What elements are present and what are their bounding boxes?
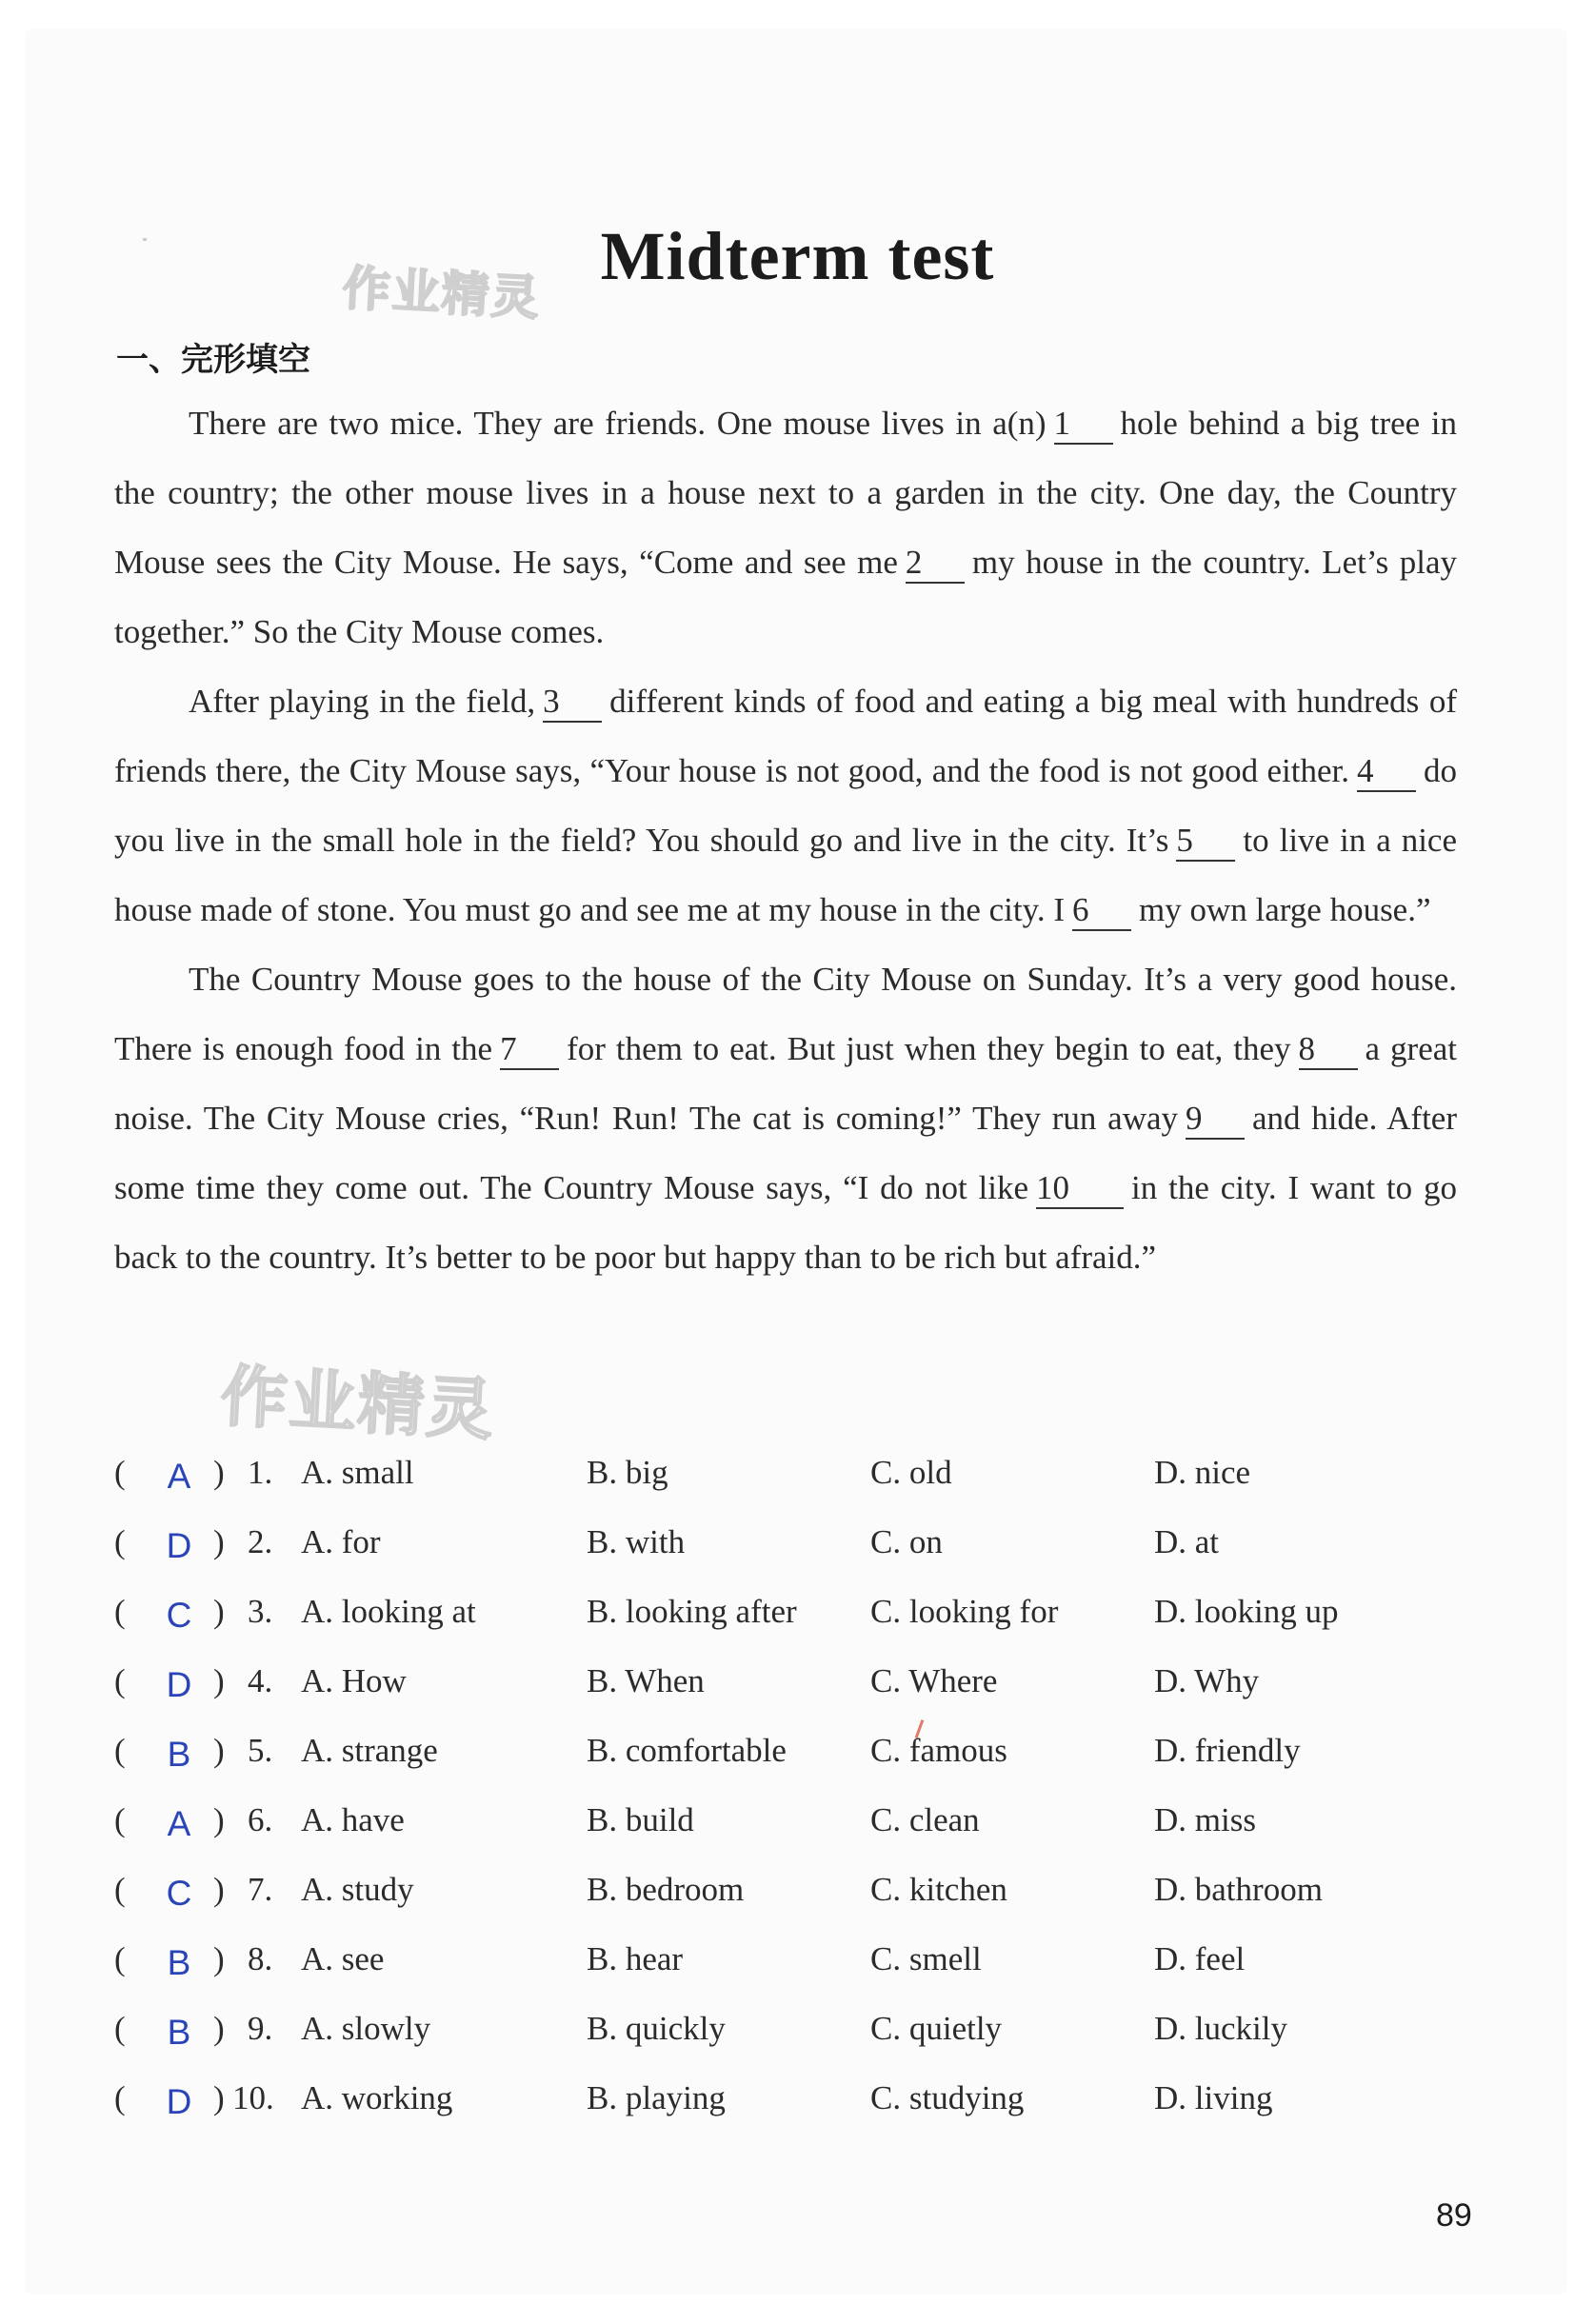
paren-close: ) [213,1454,225,1491]
paren-close: ) [213,1801,225,1838]
option-c: C. looking for [870,1593,1059,1630]
answer-mark: C [166,1874,192,1913]
blank-3: 3 [543,683,602,723]
paren-close: ) [213,2010,225,2047]
option-b: B. looking after [587,1593,797,1630]
question-row-3 [114,1577,1466,1646]
paren-open: ( [114,1871,126,1908]
option-a: A. strange [301,1732,438,1769]
option-a: A. small [301,1454,414,1491]
question-number: 1. [248,1454,273,1491]
option-c: C. on [870,1523,943,1560]
section-heading-cloze: 一、完形填空 [116,341,310,379]
option-c: C. quietly [870,2010,1003,2047]
blank-2: 2 [906,544,965,584]
paragraph-2 [114,666,1457,944]
passage-text: hole behind a big tree in the country; the other mouse lives in a house next to a garden in the city. One day, the Country Mouse sees the City Mouse. He says, “Come and see me [114,405,1458,581]
answer-mark: B [167,2013,191,2052]
passage-text: do you live in the small hole in the field? You should go and live in the city. It’s [114,752,1457,859]
question-number: 10. [232,2079,274,2116]
question-number: 6. [248,1801,273,1838]
option-a: A. for [301,1523,381,1560]
blank-4: 4 [1357,752,1416,792]
passage-text: to live in a nice house made of stone. You must go and see me at my house in the city. I [114,822,1457,928]
option-c: C. Where [870,1662,998,1699]
question-number: 9. [248,2010,273,2047]
blank-1: 1 [1054,405,1113,445]
paren-close: ) [213,1871,225,1908]
question-number: 4. [248,1662,273,1699]
question-row-9 [114,1994,1466,2063]
option-a: A. slowly [301,2010,431,2047]
option-d: D. nice [1154,1454,1251,1491]
paren-open: ( [114,2079,126,2116]
passage-text: There are two mice. They are friends. One mouse lives in a(n) [189,405,1047,442]
question-row-4 [114,1646,1466,1716]
option-b: B. comfortable [587,1732,787,1769]
question-row-6 [114,1785,1466,1855]
option-d: D. luckily [1154,2010,1287,2047]
option-c: C. studying [870,2079,1025,2116]
cloze-passage [114,388,1457,1292]
option-b: B. build [587,1801,694,1838]
answer-mark: C [166,1596,192,1635]
option-b: B. big [587,1454,668,1491]
option-d: D. friendly [1154,1732,1301,1769]
blank-9: 9 [1186,1100,1245,1140]
question-row-5 [114,1716,1466,1785]
passage-text: in the city. I want to go back to the country. It’s better to be poor but happy than to be rich but afraid.” [114,1169,1457,1276]
option-b: B. playing [587,2079,726,2116]
paren-open: ( [114,1593,126,1630]
passage-text: for them to eat. But just when they begin to eat, they [567,1030,1291,1067]
paren-open: ( [114,1732,126,1769]
paragraph-3 [114,944,1457,1292]
option-d: D. looking up [1154,1593,1339,1630]
paren-open: ( [114,1662,126,1699]
paren-close: ) [213,1662,225,1699]
option-a: A. see [301,1940,385,1977]
option-d: D. living [1154,2079,1273,2116]
question-number: 2. [248,1523,273,1560]
question-row-1 [114,1438,1466,1507]
blank-5: 5 [1176,822,1235,862]
option-d: D. at [1154,1523,1220,1560]
option-d: D. Why [1154,1662,1260,1699]
answer-mark: A [167,1457,191,1496]
option-b: B. with [587,1523,686,1560]
paren-close: ) [213,1732,225,1769]
option-a: A. working [301,2079,453,2116]
answer-mark: D [166,2082,192,2121]
passage-text: The Country Mouse goes to the house of the City Mouse on Sunday. It’s a very good house. There is enough food in the [114,961,1457,1067]
option-a: A. How [301,1662,407,1699]
blank-6: 6 [1072,891,1131,931]
question-number: 5. [248,1732,273,1769]
option-d: D. bathroom [1154,1871,1323,1908]
option-a: A. study [301,1871,414,1908]
paren-close: ) [213,2079,225,2116]
question-row-2 [114,1507,1466,1577]
passage-text: my own large house.” [1139,891,1431,928]
option-d: D. feel [1154,1940,1246,1977]
passage-text: After playing in the field, [189,683,536,720]
option-b: B. quickly [587,2010,726,2047]
question-number: 8. [248,1940,273,1977]
answer-mark: B [167,1943,191,1982]
option-b: B. hear [587,1940,684,1977]
option-c: C. smell [870,1940,982,1977]
paren-close: ) [213,1593,225,1630]
option-a: A. looking at [301,1593,476,1630]
option-a: A. have [301,1801,405,1838]
option-c: C. clean [870,1801,980,1838]
blank-7: 7 [500,1030,559,1070]
paren-close: ) [213,1940,225,1977]
blank-10: 10 [1036,1169,1124,1209]
watermark-middle: 作业精灵 [218,1357,497,1450]
option-c: C. kitchen [870,1871,1007,1908]
passage-text: different kinds of food and eating a big meal with hundreds of friends there, the City Mouse says, “Your house is not good, and the food is not good either. [114,683,1457,789]
page-title: Midterm test [600,218,995,294]
option-b: B. When [587,1662,705,1699]
page-number: 89 [1436,2197,1472,2234]
question-row-7 [114,1855,1466,1924]
question-number: 3. [248,1593,273,1630]
answer-mark: D [166,1665,192,1704]
paren-close: ) [213,1523,225,1560]
paren-open: ( [114,2010,126,2047]
answer-mark: D [166,1526,192,1565]
passage-text: a great noise. The City Mouse cries, “Run! Run! The cat is coming!” They run away [114,1030,1458,1137]
option-c: C. old [870,1454,952,1491]
passage-text: and hide. After some time they come out. The Country Mouse says, “I do not like [114,1100,1457,1206]
passage-text: my house in the country. Let’s play together.” So the City Mouse comes. [114,544,1457,650]
watermark-top: 作业精灵 [341,260,543,327]
question-number: 7. [248,1871,273,1908]
paragraph-1 [114,388,1457,666]
question-list [114,1438,1466,2133]
option-b: B. bedroom [587,1871,745,1908]
paren-open: ( [114,1940,126,1977]
option-d: D. miss [1154,1801,1256,1838]
answer-mark: B [167,1735,191,1774]
blank-8: 8 [1299,1030,1358,1070]
answer-mark: A [167,1804,191,1843]
question-row-10 [114,2063,1466,2133]
question-row-8 [114,1924,1466,1994]
paren-open: ( [114,1454,126,1491]
paren-open: ( [114,1523,126,1560]
paren-open: ( [114,1801,126,1838]
option-c: C. famous [870,1732,1007,1769]
